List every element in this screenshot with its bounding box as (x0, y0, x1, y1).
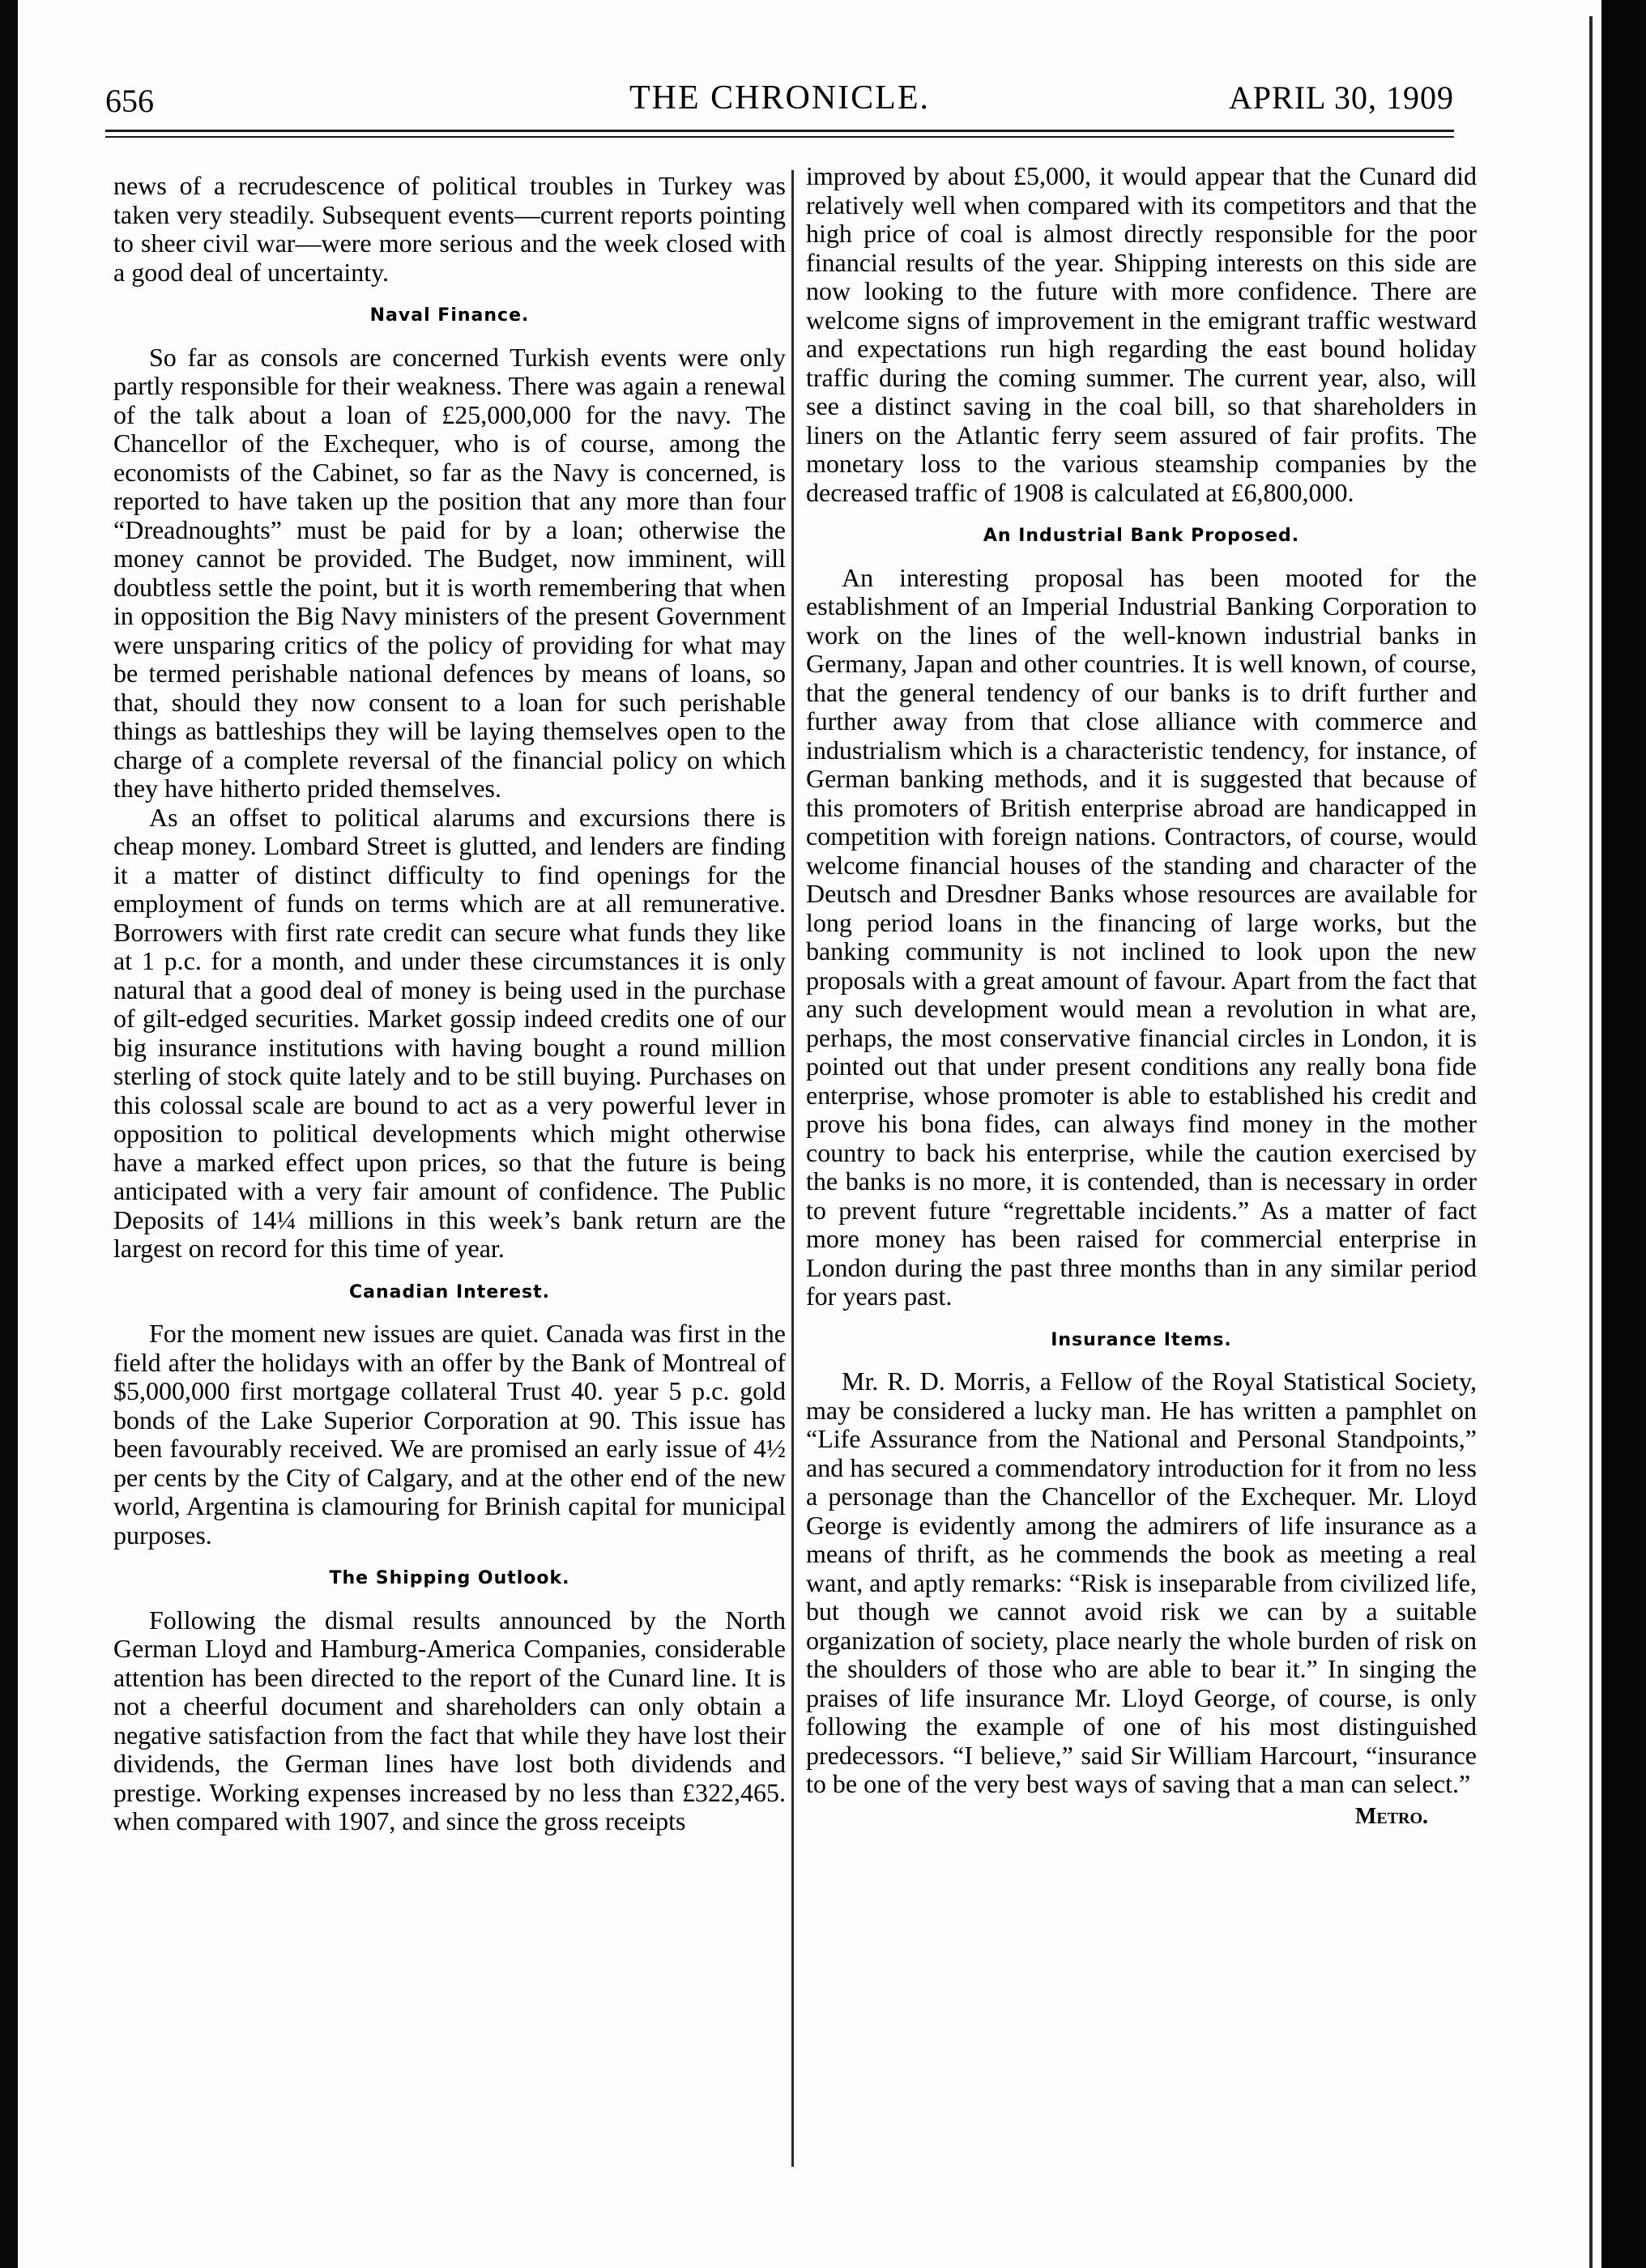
paragraph-shipping-continued: improved by about £5,000, it would appear that the Cunard did relatively well when compared with its competitors and that the high price of coal is almost directly responsible for the poor financial results of the year. Shipping interests on this side are now looking to the future with more confidence. There are welcome signs of improvement in the emigrant traffic westward and expectations run high regarding the east bound holiday traffic during the coming summer. The current year, also, will see a distinct saving in the coal bill, so that shareholders in liners on the Atlantic ferry seem assured of fair profits. The monetary loss to the various steamship companies by the decreased traffic of 1908 is calculated at £6,800,000. (806, 161, 1477, 507)
author-signature: Metro. (1354, 1803, 1428, 1829)
paragraph-canadian: For the moment new issues are quiet. Canada was first in the field after the holidays with an offer by the Bank of Montreal of $5,000,000 first mortgage collateral Trust 40. year 5 p.c. gold bonds of the Lake Superior Corporation at 90. This issue has been favourably received. We are promised an early issue of 4½ per cents by the City of Calgary, and at the other end of the new world, Argentina is clamouring for Brinish capital for municipal purposes. (113, 1319, 786, 1550)
heading-industrial-bank: An Industrial Bank Proposed. (983, 526, 1300, 546)
running-header (105, 77, 1454, 126)
header-rule-top (105, 130, 1454, 132)
heading-shipping-outlook: The Shipping Outlook. (329, 1568, 570, 1588)
publication-title: THE CHRONICLE. (629, 79, 930, 117)
heading-canadian-interest: Canadian Interest. (349, 1281, 550, 1302)
paragraph-industrial-bank: An interesting proposal has been mooted for the establishment of an Imperial Industrial Banking Corporation to work on the lines of the well-known industrial banks in Germany, Japan and other countries. It is well known, of course, that the general tendency of our banks is to drift further and further away from that close alliance with commerce and industrialism which is a characteristic tendency, for instance, of German banking methods, and it is suggested that because of this promoters of British enterprise abroad are handicapped in competition with foreign nations. Contractors, of course, would welcome financial houses of the standing and character of the Deutsch and Dresdner Banks whose resources are available for long period loans in the financing of large works, but the banking community is not inclined to look upon the new proposals with a great amount of favour. Apart from the fact that any such development would mean a revolution in what are, perhaps, the most conservative financial circles in London, it is pointed out that under present conditions any really bona fide enterprise, whose promoter is able to established his credit and prove his bona fides, can always find money in the mother country to back his enterprise, while the caution exercised by the banks is no more, it is contended, than is necessary in order to prevent future “regrettable incidents.” As a matter of fact more money has been raised for commercial enterprise in London during the past three months than in any similar period for years past. (806, 562, 1477, 1311)
paragraph-intro: news of a recrudescence of political troubles in Turkey was taken very steadily. Subsequent events—current reports pointing to sheer civil war—were more serious and the week closed with a good deal of uncertainty. (113, 171, 786, 287)
heading-insurance-items: Insurance Items. (1051, 1329, 1232, 1350)
header-rule-bottom (105, 136, 1454, 138)
heading-naval-finance: Naval Finance. (369, 305, 530, 326)
paragraph-shipping: Following the dismal results announced by the North German Lloyd and Hamburg-America Companies, considerable attention has been directed to the report of the Cunard line. It is not a cheerful document and shareholders can only obtain a negative satisfaction from the fact that while they have lost their dividends, the German lines have lost both dividends and prestige. Working expenses increased by no less than £322,465. when compared with 1907, and since the gross receipts (113, 1605, 786, 1835)
page-number: 656 (105, 83, 154, 119)
scan-border (1601, 0, 1646, 2268)
page-edge-rule (1589, 16, 1593, 2268)
paragraph-naval-2: As an offset to political alarums and excursions there is cheap money. Lombard Street is glutted, and lenders are finding it a matter of distinct difficulty to find openings for the employment of funds on terms which are at all remunerative. Borrowers with first rate credit can secure what funds they like at 1 p.c. for a month, and under these circumstances it is only natural that a good deal of money is being used in the purchase of gilt-edged securities. Market gossip indeed credits one of our big insurance institutions with having bought a round million sterling of stock quite lately and to be still buying. Purchases on this colossal scale are bound to act as a very powerful lever in opposition to political developments which might otherwise have a marked effect upon prices, so that the future is being anticipated with a very fair amount of confidence. The Public Deposits of 14¼ millions in this week’s bank return are the largest on record for this time of year. (113, 802, 786, 1263)
paragraph-insurance: Mr. R. D. Morris, a Fellow of the Royal Statistical Society, may be considered a lucky man. He has written a pamphlet on “Life Assurance from the National and Personal Standpoints,” and has secured a commendatory introduction for it from no less a personage than the Chancellor of the Exchequer. Mr. Lloyd George is evidently among the admirers of life insurance as a means of thrift, as he commends the book as meeting a real want, and aptly remarks: “Risk is inseparable from civilized life, but though we cannot avoid risk we can by a suitable organization of society, place nearly the whole burden of risk on the shoulders of those who are able to bear it.” In singing the praises of life insurance Mr. Lloyd George, of course, is only following the example of one of his most distinguished predecessors. “I believe,” said Sir William Harcourt, “insurance to be one of the very best ways of saving that a man can select.” (806, 1366, 1477, 1798)
issue-date: APRIL 30, 1909 (1228, 79, 1454, 116)
paragraph-naval-1: So far as consols are concerned Turkish events were only partly responsible for their weakness. There was again a renewal of the talk about a loan of £25,000,000 for the navy. The Chancellor of the Exchequer, who is of course, among the economists of the Cabinet, so far as the Navy is concerned, is reported to have taken up the position that any more than four “Dreadnoughts” must be paid for by a loan; otherwise the money cannot be provided. The Budget, now imminent, will doubtless settle the point, but it is worth remembering that when in opposition the Big Navy ministers of the present Government were unsparing critics of the policy of providing for what may be termed perishable national defences by means of loans, so that, should they now consent to a loan for such perishable things as battleships they will be laying themselves open to the charge of a complete reversal of the financial policy on which they have hitherto prided themselves. (113, 342, 786, 803)
right-column (806, 162, 1477, 1831)
column-divider (791, 170, 794, 2167)
left-column (113, 172, 786, 1836)
